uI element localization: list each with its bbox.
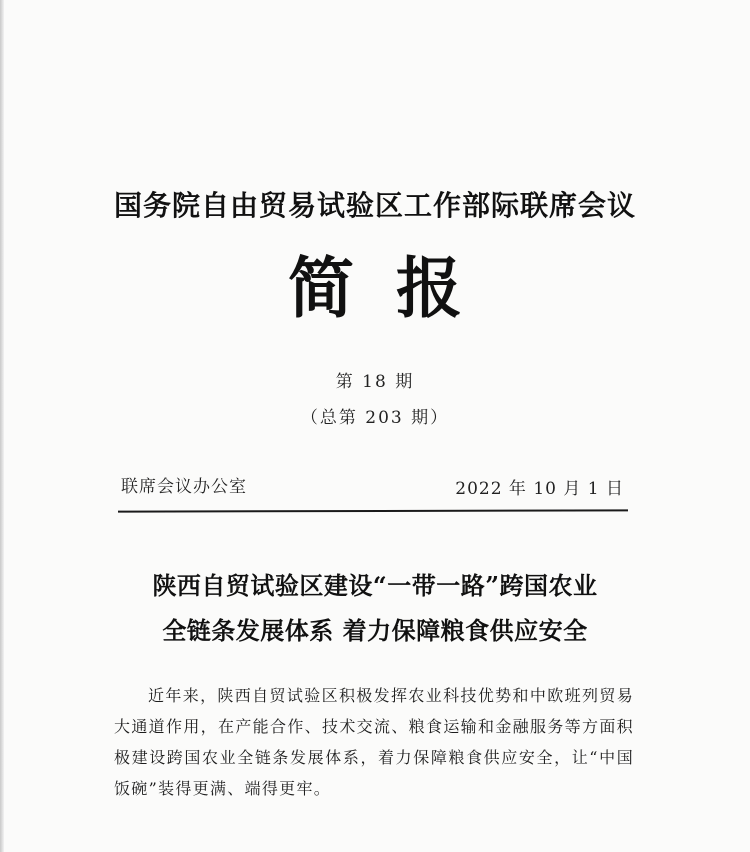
- total-issue-number: （总第 203 期）: [300, 408, 450, 428]
- issue-date: 2022 年 10 月 1 日: [455, 479, 624, 499]
- organization-title: 国务院自由贸易试验区工作部际联席会议: [113, 189, 636, 222]
- article-title: [0, 563, 750, 653]
- issue-number: 第 18 期: [335, 372, 415, 392]
- header-divider: [118, 509, 628, 512]
- issuing-office: 联席会议办公室: [121, 477, 247, 497]
- document-type-title: 简报: [288, 249, 504, 327]
- article-title-line-2: 全链条发展体系 着力保障粮食供应安全: [162, 616, 588, 645]
- article-title-line-1: 陕西自贸试验区建设“一带一路”跨国农业: [152, 571, 598, 600]
- article-paragraph: 近年来，陕西自贸试验区积极发挥农业科技优势和中欧班列贸易大通道作用，在产能合作、技术交流、粮食运输和金融服务等方面积极建设跨国农业全链条发展体系，着力保障粮食供应安全，让“中国饭碗”装得更满、端得更牢。: [114, 686, 634, 798]
